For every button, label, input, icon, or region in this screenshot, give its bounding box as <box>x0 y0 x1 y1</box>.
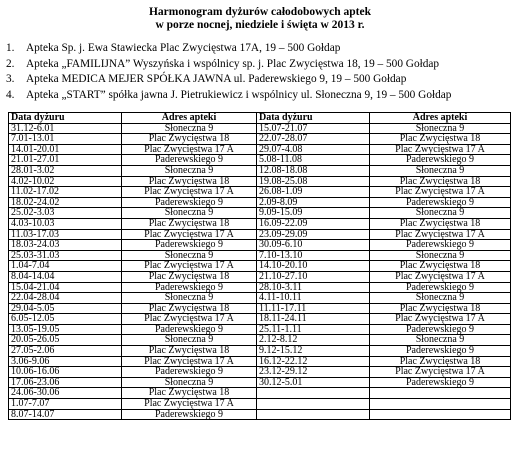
pharmacy-text: Apteka „START” spółka jawna J. Pietrukiewicz i wspólnicy ul. Słoneczna 9, 19 – 500 Gołdap <box>26 88 452 101</box>
header-date-1: Data dyżuru <box>9 113 122 124</box>
date-cell: 11.02-17.02 <box>9 187 122 198</box>
table-row <box>9 250 511 261</box>
date-cell: 6.05-12.05 <box>9 314 122 325</box>
date-cell: 16.09-22.09 <box>257 218 370 229</box>
date-cell: 4.03-10.03 <box>9 218 122 229</box>
date-cell: 29.07-4.08 <box>257 144 370 155</box>
address-cell: Paderewskiego 9 <box>122 324 257 335</box>
address-cell: Plac Zwycięstwa 17 A <box>122 187 257 198</box>
table-row <box>9 409 511 420</box>
address-cell: Paderewskiego 9 <box>370 197 511 208</box>
date-cell: 15.07-21.07 <box>257 123 370 134</box>
date-cell: 30.09-6.10 <box>257 240 370 251</box>
table-row <box>9 165 511 176</box>
header-address-2: Adres apteki <box>370 113 511 124</box>
address-cell <box>370 399 511 410</box>
date-cell: 10.06-16.06 <box>9 367 122 378</box>
address-cell: Paderewskiego 9 <box>122 282 257 293</box>
address-cell: Słoneczna 9 <box>370 293 511 304</box>
date-cell: 30.12-5.01 <box>257 377 370 388</box>
date-cell: 11.11-17.11 <box>257 303 370 314</box>
date-cell: 16.12-22.12 <box>257 356 370 367</box>
address-cell: Plac Zwycięstwa 18 <box>370 303 511 314</box>
address-cell: Słoneczna 9 <box>370 335 511 346</box>
address-cell: Słoneczna 9 <box>122 123 257 134</box>
address-cell: Plac Zwycięstwa 17 A <box>122 229 257 240</box>
address-cell: Słoneczna 9 <box>370 250 511 261</box>
address-cell: Plac Zwycięstwa 17 A <box>370 314 511 325</box>
table-row <box>9 155 511 166</box>
date-cell: 19.08-25.08 <box>257 176 370 187</box>
address-cell: Słoneczna 9 <box>122 377 257 388</box>
address-cell: Paderewskiego 9 <box>370 282 511 293</box>
pharmacy-text: Apteka Sp. j. Ewa Stawiecka Plac Zwycięstwa 17A, 19 – 500 Gołdap <box>26 42 341 54</box>
date-cell: 1.07-7.07 <box>9 399 122 410</box>
date-cell: 8.04-14.04 <box>9 271 122 282</box>
date-cell: 23.12-29.12 <box>257 367 370 378</box>
address-cell: Plac Zwycięstwa 18 <box>122 176 257 187</box>
date-cell: 2.12-8.12 <box>257 335 370 346</box>
address-cell: Plac Zwycięstwa 17 A <box>122 144 257 155</box>
table-row <box>9 399 511 410</box>
date-cell: 23.09-29.09 <box>257 229 370 240</box>
address-cell: Plac Zwycięstwa 18 <box>370 134 511 145</box>
table-row <box>9 293 511 304</box>
table-row <box>9 282 511 293</box>
table-row <box>9 176 511 187</box>
address-cell: Paderewskiego 9 <box>370 240 511 251</box>
date-cell <box>257 388 370 399</box>
address-cell: Plac Zwycięstwa 18 <box>122 303 257 314</box>
date-cell: 22.07-28.07 <box>257 134 370 145</box>
date-cell: 21.01-27.01 <box>9 155 122 166</box>
date-cell: 7.10-13.10 <box>257 250 370 261</box>
table-row <box>9 144 511 155</box>
table-row <box>9 240 511 251</box>
date-cell: 7.01-13.01 <box>9 134 122 145</box>
address-cell: Słoneczna 9 <box>122 335 257 346</box>
address-cell: Słoneczna 9 <box>122 250 257 261</box>
table-row <box>9 324 511 335</box>
date-cell: 26.08-1.09 <box>257 187 370 198</box>
pharmacy-text: Apteka MEDICA MEJER SPÓŁKA JAWNA ul. Paderewskiego 9, 19 – 500 Gołdap <box>26 73 407 85</box>
table-row <box>9 208 511 219</box>
address-cell: Plac Zwycięstwa 17 A <box>370 144 511 155</box>
date-cell <box>257 399 370 410</box>
address-cell: Słoneczna 9 <box>122 208 257 219</box>
pharmacy-item <box>6 57 516 73</box>
table-row <box>9 367 511 378</box>
date-cell: 4.02-10.02 <box>9 176 122 187</box>
table-row <box>9 123 511 134</box>
date-cell: 21.10-27.10 <box>257 271 370 282</box>
table-row <box>9 197 511 208</box>
date-cell: 28.10-3.11 <box>257 282 370 293</box>
table-row <box>9 377 511 388</box>
address-cell: Plac Zwycięstwa 17 A <box>370 271 511 282</box>
address-cell: Plac Zwycięstwa 17 A <box>370 367 511 378</box>
date-cell: 25.02-3.03 <box>9 208 122 219</box>
header-address-1: Adres apteki <box>122 113 257 124</box>
address-cell: Paderewskiego 9 <box>122 197 257 208</box>
document-subtitle: w porze nocnej, niedziele i święta w 2013 r. <box>155 19 365 31</box>
pharmacy-number: 3. <box>6 73 15 85</box>
table-row <box>9 261 511 272</box>
address-cell: Plac Zwycięstwa 18 <box>122 218 257 229</box>
table-row <box>9 335 511 346</box>
address-cell: Paderewskiego 9 <box>122 155 257 166</box>
date-cell: 4.11-10.11 <box>257 293 370 304</box>
date-cell: 15.04-21.04 <box>9 282 122 293</box>
address-cell: Plac Zwycięstwa 18 <box>122 388 257 399</box>
date-cell: 14.01-20.01 <box>9 144 122 155</box>
schedule-table-body <box>9 123 511 420</box>
pharmacy-number: 2. <box>6 57 15 70</box>
schedule-table <box>8 112 511 420</box>
pharmacy-item <box>6 72 516 88</box>
address-cell: Słoneczna 9 <box>370 208 511 219</box>
document-title: Harmonogram dyżurów całodobowych aptek <box>148 6 371 18</box>
date-cell: 9.09-15.09 <box>257 208 370 219</box>
date-cell: 24.06-30.06 <box>9 388 122 399</box>
date-cell: 13.05-19.05 <box>9 324 122 335</box>
address-cell: Plac Zwycięstwa 18 <box>370 261 511 272</box>
table-row <box>9 314 511 325</box>
date-cell: 1.04-7.04 <box>9 261 122 272</box>
date-cell: 31.12-6.01 <box>9 123 122 134</box>
date-cell <box>257 409 370 420</box>
date-cell: 20.05-26.05 <box>9 335 122 346</box>
address-cell: Słoneczna 9 <box>122 293 257 304</box>
address-cell: Plac Zwycięstwa 17 A <box>122 356 257 367</box>
date-cell: 2.09-8.09 <box>257 197 370 208</box>
date-cell: 9.12-15.12 <box>257 346 370 357</box>
date-cell: 22.04-28.04 <box>9 293 122 304</box>
address-cell <box>370 388 511 399</box>
date-cell: 11.03-17.03 <box>9 229 122 240</box>
address-cell: Paderewskiego 9 <box>370 377 511 388</box>
date-cell: 14.10-20.10 <box>257 261 370 272</box>
address-cell: Plac Zwycięstwa 18 <box>122 346 257 357</box>
address-cell: Plac Zwycięstwa 18 <box>370 176 511 187</box>
date-cell: 5.08-11.08 <box>257 155 370 166</box>
table-row <box>9 187 511 198</box>
address-cell: Słoneczna 9 <box>370 165 511 176</box>
address-cell: Słoneczna 9 <box>370 123 511 134</box>
address-cell: Paderewskiego 9 <box>122 367 257 378</box>
date-cell: 18.03-24.03 <box>9 240 122 251</box>
address-cell: Paderewskiego 9 <box>122 240 257 251</box>
address-cell: Plac Zwycięstwa 17 A <box>122 261 257 272</box>
date-cell: 8.07-14.07 <box>9 409 122 420</box>
address-cell: Słoneczna 9 <box>122 165 257 176</box>
date-cell: 18.11-24.11 <box>257 314 370 325</box>
pharmacy-item <box>6 88 516 104</box>
pharmacy-item <box>6 41 516 57</box>
pharmacy-list <box>6 41 516 103</box>
date-cell: 25.11-1.11 <box>257 324 370 335</box>
address-cell: Paderewskiego 9 <box>370 324 511 335</box>
table-header-row <box>9 113 511 124</box>
address-cell: Plac Zwycięstwa 17 A <box>370 187 511 198</box>
pharmacy-text: Apteka „FAMILIJNA” Wyszyńska i wspólnicy sp. j. Plac Zwycięstwa 18, 19 – 500 Gołdap <box>26 57 440 70</box>
pharmacy-number: 4. <box>6 88 15 101</box>
table-row <box>9 303 511 314</box>
header-date-2: Data dyżuru <box>257 113 370 124</box>
table-row <box>9 229 511 240</box>
address-cell: Paderewskiego 9 <box>370 155 511 166</box>
date-cell: 12.08-18.08 <box>257 165 370 176</box>
address-cell: Plac Zwycięstwa 18 <box>122 134 257 145</box>
pharmacy-number: 1. <box>6 42 15 54</box>
table-row <box>9 271 511 282</box>
table-row <box>9 346 511 357</box>
address-cell: Plac Zwycięstwa 18 <box>122 271 257 282</box>
table-row <box>9 218 511 229</box>
date-cell: 25.03-31.03 <box>9 250 122 261</box>
date-cell: 28.01-3.02 <box>9 165 122 176</box>
date-cell: 17.06-23.06 <box>9 377 122 388</box>
date-cell: 3.06-9.06 <box>9 356 122 367</box>
table-row <box>9 356 511 367</box>
address-cell: Plac Zwycięstwa 18 <box>370 218 511 229</box>
address-cell: Plac Zwycięstwa 17 A <box>122 399 257 410</box>
address-cell <box>370 409 511 420</box>
table-row <box>9 388 511 399</box>
table-row <box>9 134 511 145</box>
address-cell: Plac Zwycięstwa 18 <box>370 356 511 367</box>
date-cell: 27.05-2.06 <box>9 346 122 357</box>
address-cell: Plac Zwycięstwa 17 A <box>122 314 257 325</box>
address-cell: Plac Zwycięstwa 17 A <box>370 229 511 240</box>
address-cell: Paderewskiego 9 <box>122 409 257 420</box>
date-cell: 29.04-5.05 <box>9 303 122 314</box>
date-cell: 18.02-24.02 <box>9 197 122 208</box>
address-cell: Paderewskiego 9 <box>370 346 511 357</box>
